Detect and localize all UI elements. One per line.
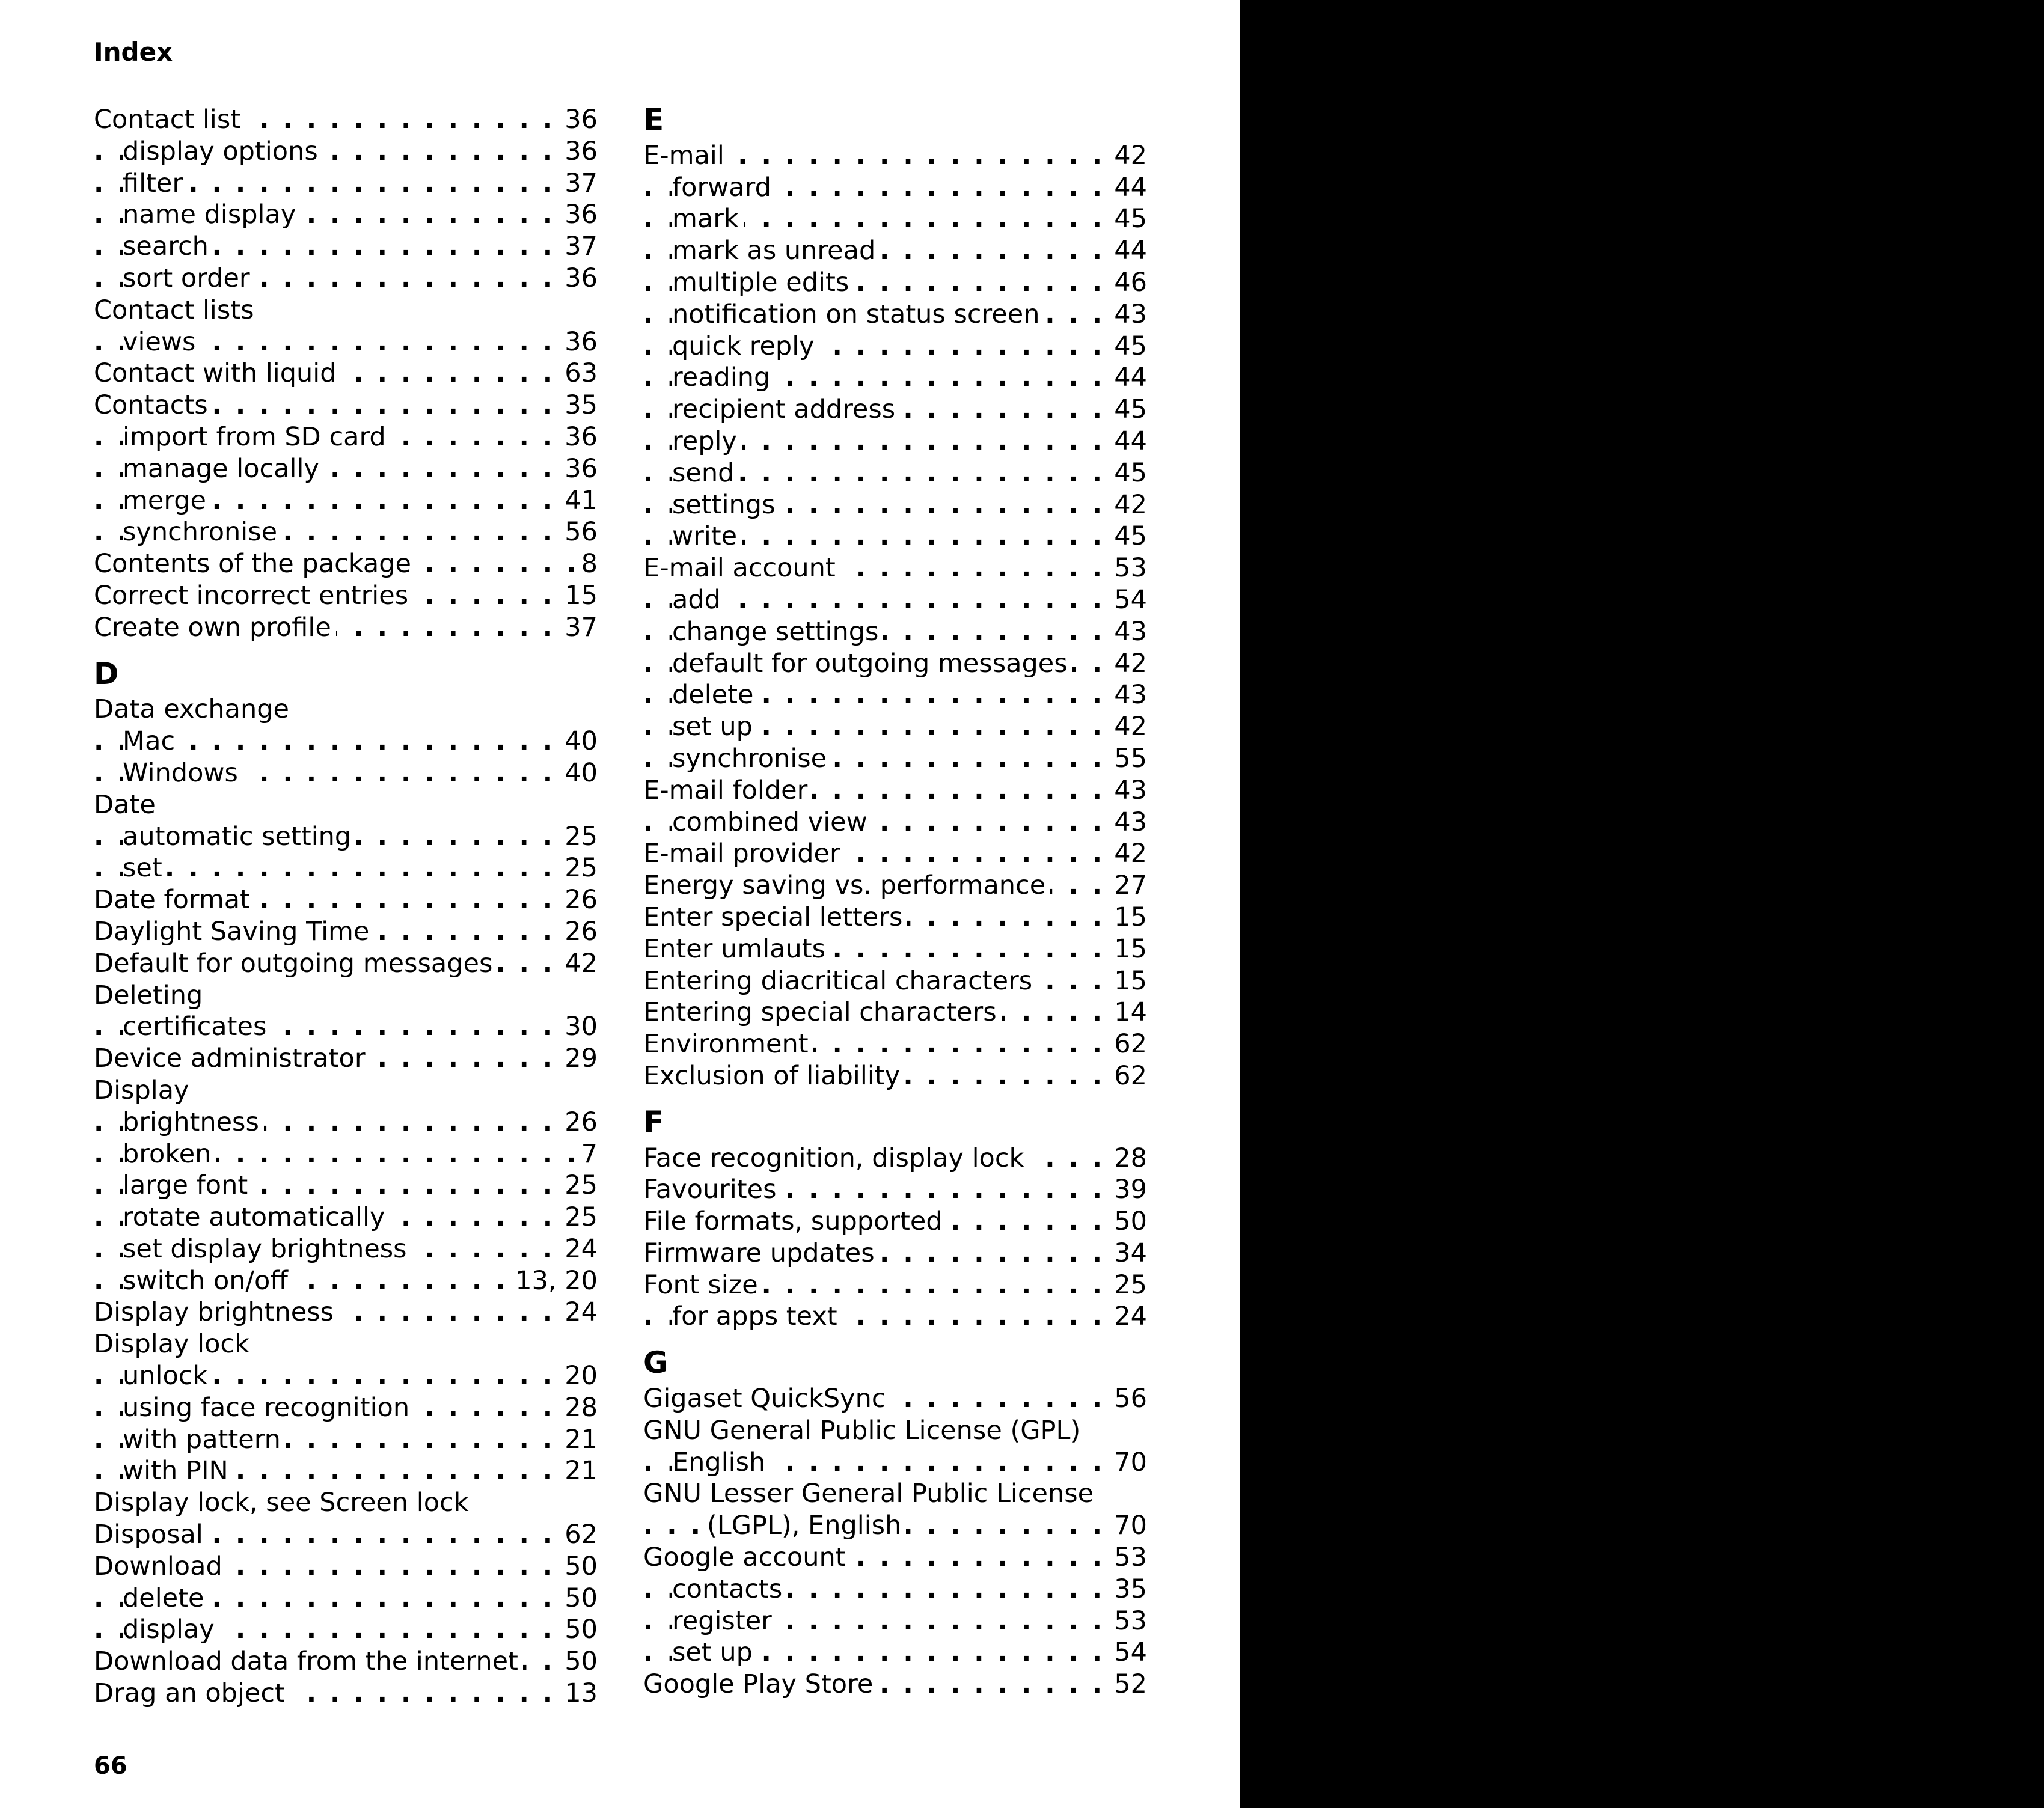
index-entry xyxy=(643,521,1147,552)
index-term: Entering diacritical characters xyxy=(643,966,1037,996)
index-entry xyxy=(94,231,598,263)
index-page-ref: 27 xyxy=(1109,870,1147,902)
index-term: Google Play Store xyxy=(643,1669,878,1699)
index-page-ref: 36 xyxy=(560,199,598,231)
index-page-ref: 24 xyxy=(560,1296,598,1328)
index-entry xyxy=(643,1637,1147,1669)
index-term: Daylight Saving Time xyxy=(94,917,374,947)
index-page-ref: 43 xyxy=(1109,775,1147,807)
index-page-ref: 29 xyxy=(560,1043,598,1075)
index-page-ref: 62 xyxy=(1109,1060,1147,1092)
index-term: Contents of the package xyxy=(94,549,416,579)
index-entry xyxy=(94,1519,598,1551)
index-page-ref: 70 xyxy=(1109,1447,1147,1479)
index-entry xyxy=(94,136,598,168)
index-page-ref: 63 xyxy=(560,358,598,389)
index-page-ref: 44 xyxy=(1109,235,1147,267)
index-entry xyxy=(94,1233,598,1265)
index-term: change settings xyxy=(672,617,883,647)
index-letter-heading: D xyxy=(94,656,119,691)
index-term: E-mail provider xyxy=(643,838,845,869)
index-entry xyxy=(94,916,598,948)
index-term: views xyxy=(123,327,200,357)
index-page-ref: 42 xyxy=(1109,140,1147,172)
index-entry xyxy=(94,421,598,453)
index-page-ref: 26 xyxy=(560,916,598,948)
index-entry xyxy=(94,1424,598,1456)
index-entry xyxy=(643,1060,1147,1092)
index-term: using face recognition xyxy=(123,1393,414,1423)
index-page-ref: 53 xyxy=(1109,552,1147,584)
index-page-ref: 26 xyxy=(560,884,598,916)
index-page-ref: 42 xyxy=(1109,711,1147,743)
index-term: unlock xyxy=(123,1361,212,1391)
index-entry xyxy=(643,870,1147,902)
index-term: set xyxy=(123,853,167,883)
index-entry xyxy=(94,1265,598,1297)
index-term: switch on/off xyxy=(123,1266,293,1296)
index-term: brightness xyxy=(123,1107,264,1137)
index-term: Contact lists xyxy=(94,295,259,325)
page-number: 66 xyxy=(94,1752,127,1780)
index-entry xyxy=(94,1678,598,1709)
index-term: Drag an object xyxy=(94,1678,290,1708)
index-entry xyxy=(94,358,598,389)
index-entry xyxy=(643,775,1147,807)
index-entry xyxy=(94,1075,598,1107)
index-page-ref: 70 xyxy=(1109,1510,1147,1542)
index-page-ref: 44 xyxy=(1109,172,1147,204)
index-term: Enter special letters xyxy=(643,902,907,932)
index-entry xyxy=(94,1487,598,1519)
index-page-ref: 30 xyxy=(560,1011,598,1043)
index-page-ref: 24 xyxy=(1109,1301,1147,1333)
index-term: sort order xyxy=(123,263,255,293)
index-term: Google account xyxy=(643,1542,851,1572)
index-entry xyxy=(94,295,598,326)
index-entry xyxy=(643,616,1147,648)
index-page-ref: 15 xyxy=(560,580,598,612)
index-term: Correct incorrect entries xyxy=(94,581,413,611)
index-page-ref: 36 xyxy=(560,453,598,485)
index-term: notification on status screen xyxy=(672,299,1044,329)
index-term: synchronise xyxy=(123,517,282,547)
index-term: Contacts xyxy=(94,390,213,420)
index-term: quick reply xyxy=(672,331,819,361)
index-entry xyxy=(94,199,598,231)
index-entry xyxy=(94,612,598,644)
index-entry xyxy=(643,331,1147,362)
index-term: set display brightness xyxy=(123,1234,412,1264)
index-entry xyxy=(643,1174,1147,1206)
index-page-ref: 62 xyxy=(560,1519,598,1551)
index-entry xyxy=(94,1614,598,1646)
index-entry xyxy=(643,902,1147,933)
index-term: delete xyxy=(123,1583,209,1613)
index-entry xyxy=(94,1043,598,1075)
index-entry xyxy=(643,807,1147,838)
index-page-ref: 20 xyxy=(560,1360,598,1392)
index-term: delete xyxy=(672,680,758,710)
index-page-ref: 34 xyxy=(1109,1238,1147,1269)
index-column-right xyxy=(643,104,1147,1700)
index-entry xyxy=(643,457,1147,489)
index-term: English xyxy=(672,1447,770,1477)
index-term: mark as unread xyxy=(672,236,880,266)
index-page-ref: 43 xyxy=(1109,679,1147,711)
index-entry xyxy=(94,1107,598,1138)
index-page-ref: 45 xyxy=(1109,457,1147,489)
index-term: with pattern xyxy=(123,1425,286,1455)
index-entry xyxy=(643,648,1147,680)
index-term: Display xyxy=(94,1075,194,1105)
index-entry xyxy=(643,1574,1147,1605)
index-entry xyxy=(643,838,1147,870)
index-page-ref: 42 xyxy=(1109,838,1147,870)
index-page-ref: 42 xyxy=(1109,489,1147,521)
index-letter-heading: F xyxy=(643,1104,664,1140)
index-page-ref: 53 xyxy=(1109,1542,1147,1574)
index-term: filter xyxy=(123,168,188,198)
index-page-ref: 15 xyxy=(1109,933,1147,965)
index-term: for apps text xyxy=(672,1301,842,1331)
index-term: set up xyxy=(672,1637,757,1667)
index-page-ref: 42 xyxy=(1109,648,1147,680)
index-page-ref: 62 xyxy=(1109,1028,1147,1060)
index-entry xyxy=(94,326,598,358)
index-entry xyxy=(643,394,1147,426)
index-entry xyxy=(94,389,598,421)
index-page-ref: 44 xyxy=(1109,362,1147,394)
index-entry xyxy=(94,1138,598,1170)
index-term: File formats, supported xyxy=(643,1206,947,1236)
index-page-ref: 15 xyxy=(1109,965,1147,997)
index-entry xyxy=(94,757,598,789)
index-entry xyxy=(94,821,598,853)
index-entry xyxy=(94,453,598,485)
index-entry xyxy=(643,552,1147,584)
index-page-ref: 43 xyxy=(1109,807,1147,838)
index-term: Device administrator xyxy=(94,1043,370,1074)
index-entry xyxy=(643,711,1147,743)
index-term: forward xyxy=(672,173,776,203)
index-term: Entering special characters xyxy=(643,997,1002,1027)
index-entry xyxy=(643,426,1147,457)
index-page-ref: 39 xyxy=(1109,1174,1147,1206)
index-entry xyxy=(94,789,598,821)
index-term: add xyxy=(672,585,726,615)
index-page-ref: 25 xyxy=(1109,1269,1147,1301)
index-term: settings xyxy=(672,490,780,520)
index-page-ref: 28 xyxy=(560,1392,598,1424)
index-term: Download xyxy=(94,1551,227,1581)
index-term: with PIN xyxy=(123,1456,233,1486)
index-entry xyxy=(643,1669,1147,1700)
index-entry xyxy=(94,1392,598,1424)
index-page-ref: 26 xyxy=(560,1107,598,1138)
index-term: send xyxy=(672,458,739,488)
index-term: Font size xyxy=(643,1270,763,1300)
index-term: reply xyxy=(672,426,742,456)
index-page-ref: 25 xyxy=(560,1202,598,1233)
index-page-ref: 37 xyxy=(560,231,598,263)
index-page-ref: 13 xyxy=(560,1678,598,1709)
index-entry xyxy=(643,1301,1147,1333)
index-page-ref: 41 xyxy=(560,485,598,517)
index-page-ref: 50 xyxy=(1109,1206,1147,1238)
index-entry xyxy=(643,1510,1147,1542)
index-page-ref: 35 xyxy=(1109,1574,1147,1605)
index-page-ref: 25 xyxy=(560,852,598,884)
index-entry xyxy=(643,489,1147,521)
index-page-ref: 36 xyxy=(560,326,598,358)
index-term: multiple edits xyxy=(672,267,854,298)
index-entry xyxy=(94,1328,598,1360)
index-term: name display xyxy=(123,200,301,230)
index-page-ref: 56 xyxy=(560,516,598,548)
index-page-ref: 45 xyxy=(1109,331,1147,362)
index-entry xyxy=(94,1583,598,1614)
index-page-ref: 8 xyxy=(577,548,598,580)
index-entry xyxy=(94,725,598,757)
index-term: Exclusion of liability xyxy=(643,1061,905,1091)
index-page-ref: 50 xyxy=(560,1551,598,1583)
index-entry xyxy=(643,1542,1147,1574)
index-page-ref: 7 xyxy=(577,1138,598,1170)
index-entry xyxy=(643,235,1147,267)
index-entry xyxy=(94,1202,598,1233)
index-page-ref: 36 xyxy=(560,136,598,168)
index-page-ref: 43 xyxy=(1109,616,1147,648)
index-entry xyxy=(94,104,598,136)
index-term: display options xyxy=(123,136,323,166)
index-entry xyxy=(643,172,1147,204)
index-entry xyxy=(643,1415,1147,1447)
index-page-ref: 46 xyxy=(1109,267,1147,299)
index-term: set up xyxy=(672,712,757,742)
index-page-ref: 25 xyxy=(560,821,598,853)
index-entry xyxy=(643,1028,1147,1060)
index-entry xyxy=(643,965,1147,997)
index-entry xyxy=(643,1269,1147,1301)
index-term: Face recognition, display lock xyxy=(643,1143,1029,1173)
index-term: GNU Lesser General Public License xyxy=(643,1479,1098,1509)
index-page-ref: 54 xyxy=(1109,584,1147,616)
index-page-ref: 36 xyxy=(560,263,598,295)
index-term: Disposal xyxy=(94,1519,208,1550)
running-head: Index xyxy=(94,37,173,67)
index-entry xyxy=(643,1383,1147,1415)
index-page-ref: 56 xyxy=(1109,1383,1147,1415)
index-term: merge xyxy=(123,486,211,516)
index-term: (LGPL), English xyxy=(707,1510,906,1541)
index-page-ref: 55 xyxy=(1109,743,1147,775)
index-term: synchronise xyxy=(672,744,831,774)
index-term: Display lock, see Screen lock xyxy=(94,1488,474,1518)
index-term: display xyxy=(123,1614,219,1645)
index-term: E-mail folder xyxy=(643,775,812,805)
index-term: GNU General Public License (GPL) xyxy=(643,1416,1085,1446)
index-page-ref: 42 xyxy=(560,948,598,980)
index-entry xyxy=(94,580,598,612)
index-entry xyxy=(94,548,598,580)
index-entry xyxy=(643,933,1147,965)
index-page-ref: 37 xyxy=(560,612,598,644)
index-page-ref: 36 xyxy=(560,421,598,453)
index-entry xyxy=(643,1206,1147,1238)
index-page-ref: 14 xyxy=(1109,997,1147,1028)
index-term: Favourites xyxy=(643,1174,782,1205)
index-page-ref: 52 xyxy=(1109,1669,1147,1700)
index-page-ref: 54 xyxy=(1109,1637,1147,1669)
index-page-ref: 25 xyxy=(560,1170,598,1202)
index-entry xyxy=(94,852,598,884)
index-entry xyxy=(643,1143,1147,1174)
index-term: Mac xyxy=(123,726,180,756)
index-entry xyxy=(643,362,1147,394)
index-term: E-mail account xyxy=(643,553,840,583)
index-entry xyxy=(94,1170,598,1202)
index-entry xyxy=(94,1551,598,1583)
index-page-ref: 45 xyxy=(1109,203,1147,235)
index-term: Display lock xyxy=(94,1329,254,1359)
index-entry xyxy=(94,1455,598,1487)
index-entry xyxy=(94,948,598,980)
index-entry xyxy=(643,997,1147,1028)
index-term: write xyxy=(672,521,742,551)
index-page-ref: 45 xyxy=(1109,394,1147,426)
index-term: Display brightness xyxy=(94,1297,338,1327)
index-page-ref: 45 xyxy=(1109,521,1147,552)
index-term: Enter umlauts xyxy=(643,934,830,964)
index-entry xyxy=(94,884,598,916)
index-term: E-mail xyxy=(643,141,729,171)
index-page-ref: 35 xyxy=(560,389,598,421)
index-page-ref: 24 xyxy=(560,1233,598,1265)
index-term: default for outgoing messages xyxy=(672,649,1072,679)
index-page-ref: 21 xyxy=(560,1455,598,1487)
index-entry xyxy=(94,1011,598,1043)
index-page-ref: 28 xyxy=(1109,1143,1147,1174)
index-term: large font xyxy=(123,1170,252,1200)
index-term: Download data from the internet xyxy=(94,1646,523,1676)
index-page-ref: 36 xyxy=(560,104,598,136)
index-entry xyxy=(94,168,598,200)
index-term: Environment xyxy=(643,1029,813,1059)
index-entry xyxy=(94,1360,598,1392)
index-page-ref: 50 xyxy=(560,1646,598,1678)
index-term: broken xyxy=(123,1139,216,1169)
index-term: Contact list xyxy=(94,105,245,135)
index-entry xyxy=(643,1447,1147,1479)
index-page-ref: 43 xyxy=(1109,299,1147,331)
index-entry xyxy=(94,980,598,1012)
index-letter-heading: G xyxy=(643,1345,669,1381)
index-entry xyxy=(643,299,1147,331)
index-page-ref: 21 xyxy=(560,1424,598,1456)
index-page-ref: 50 xyxy=(560,1614,598,1646)
index-entry xyxy=(643,1478,1147,1510)
index-page-ref: 40 xyxy=(560,725,598,757)
index-page-ref: 40 xyxy=(560,757,598,789)
index-term: reading xyxy=(672,362,775,392)
index-term: mark xyxy=(672,204,744,234)
index-term: combined view xyxy=(672,807,872,837)
index-entry xyxy=(94,516,598,548)
index-term: Date xyxy=(94,790,161,820)
index-term: Date format xyxy=(94,885,255,915)
index-page-ref: 37 xyxy=(560,168,598,200)
index-term: Gigaset QuickSync xyxy=(643,1384,891,1414)
index-page-ref: 15 xyxy=(1109,902,1147,933)
index-term: import from SD card xyxy=(123,422,391,452)
index-entry xyxy=(643,267,1147,299)
index-entry xyxy=(643,1238,1147,1269)
index-term: manage locally xyxy=(123,454,324,484)
index-letter-heading: E xyxy=(643,102,664,137)
index-term: Energy saving vs. performance xyxy=(643,870,1050,900)
index-term: Data exchange xyxy=(94,694,294,724)
index-entry xyxy=(94,485,598,517)
index-term: contacts xyxy=(672,1574,787,1604)
index-term: Contact with liquid xyxy=(94,358,341,388)
index-term: Create own profile xyxy=(94,612,336,643)
index-term: automatic setting xyxy=(123,822,356,852)
index-term: search xyxy=(123,231,213,261)
index-term: rotate automatically xyxy=(123,1202,390,1232)
index-term: register xyxy=(672,1606,777,1636)
index-term: Deleting xyxy=(94,980,207,1010)
index-column-left xyxy=(94,104,598,1709)
index-entry xyxy=(643,679,1147,711)
index-term: certificates xyxy=(123,1012,271,1042)
index-entry xyxy=(643,743,1147,775)
index-entry xyxy=(94,1646,598,1678)
index-term: recipient address xyxy=(672,394,900,424)
index-page-ref: 53 xyxy=(1109,1605,1147,1637)
index-term: Firmware updates xyxy=(643,1238,880,1268)
index-entry xyxy=(94,263,598,295)
index-page-ref: 13, 20 xyxy=(510,1265,598,1297)
index-term: Windows xyxy=(123,758,243,788)
index-page-ref: 50 xyxy=(560,1583,598,1614)
index-page-ref: 44 xyxy=(1109,426,1147,457)
index-entry xyxy=(643,140,1147,172)
index-entry xyxy=(643,584,1147,616)
index-entry xyxy=(643,203,1147,235)
index-entry xyxy=(94,694,598,725)
index-entry xyxy=(94,1296,598,1328)
index-entry xyxy=(643,1605,1147,1637)
index-term: Default for outgoing messages xyxy=(94,948,497,979)
